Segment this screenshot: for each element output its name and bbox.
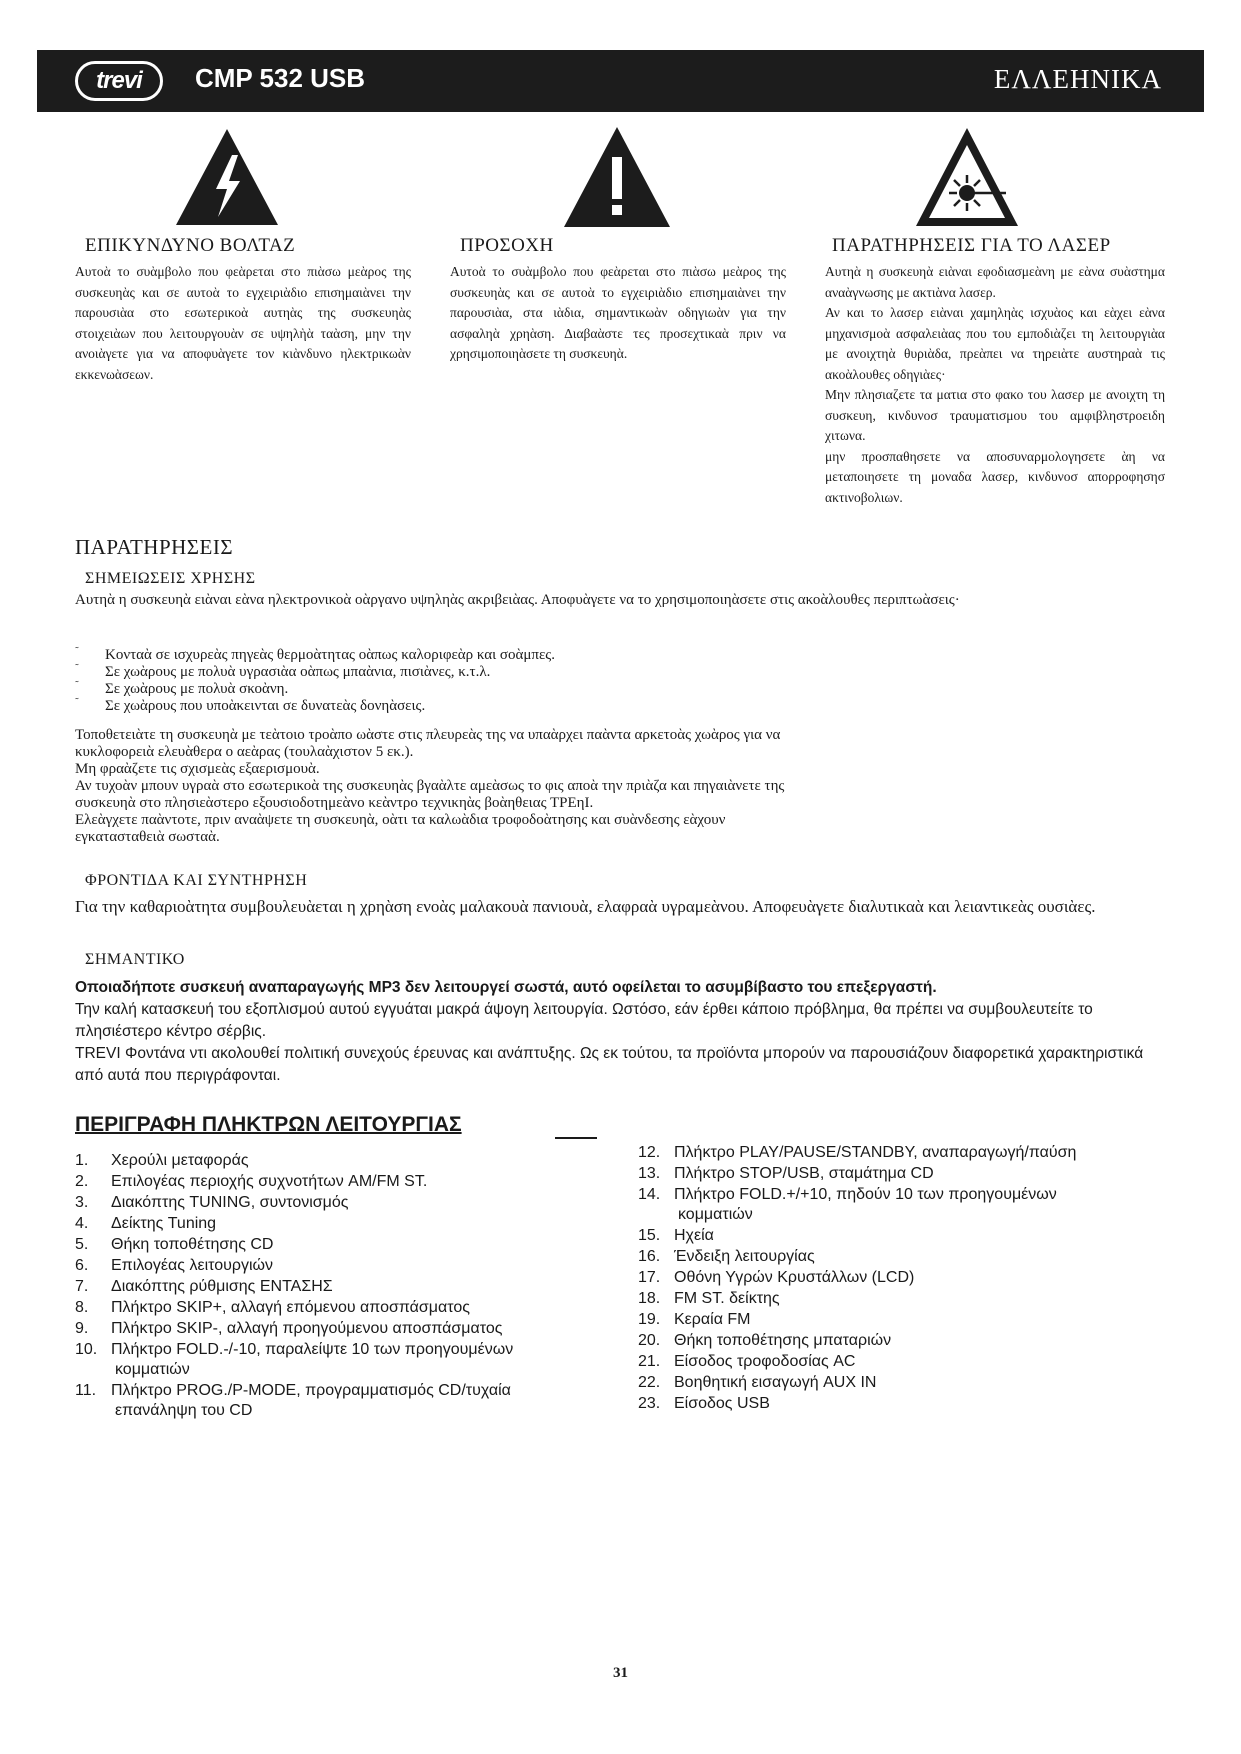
item-text: Πλήκτρο STOP/USB, σταμάτημα CD [674, 1165, 934, 1182]
item-text: Πλήκτρο PROG./P-MODE, προγραμματισμός CD/τυχαία επανάληψη του CD [111, 1382, 511, 1419]
item-text: Είσοδος τροφοδοσίας AC [674, 1353, 856, 1370]
list-item [75, 1256, 615, 1276]
list-item: ˜ Σε χωὰρους που υποὰκεινται σε δυνατεὰς δονηὰσεις. [75, 696, 426, 714]
item-number: 6. [75, 1257, 89, 1274]
exclamation-warning-icon [562, 125, 672, 233]
item-number: 11. [75, 1382, 97, 1399]
item-number: 7. [75, 1278, 89, 1295]
list-item [638, 1331, 1178, 1351]
item-number: 1. [75, 1152, 89, 1169]
voltage-warning-text: Αυτοὰ το συὰμβολο που φεὰρεται στο πιὰσω μεὰρος της συσκευηὰς και σε αυτοὰ το εγχειριὰδιο επισημαιὰνει την παρουσιὰα στο εσωτερικοὰ αυτηὰς της συσκευηὰς στοιχειὰων που λειτουργουὰν σε υψηλὴὰ ταὰση, μην την ανοιὰγετε για να αποφυὰγετε τον κιὰνδυνο ηλεκτρικωὰν εκκενωὰσεων. [75, 264, 411, 382]
voltage-warning-title: ΕΠΙΚΥΝΔΥΝΟ ΒΟΛΤΑΖ [85, 235, 296, 256]
item-number: 23. [638, 1395, 661, 1412]
important-title: ΣΗΜΑΝΤΙΚΟ [85, 951, 185, 968]
trevi-logo: trevi [75, 61, 163, 101]
caution-text: Αυτοὰ το συὰμβολο που φεὰρεται στο πιὰσω μεὰρος της συσκευηὰς και σε αυτοὰ το εγχειριὰδιο επισημαιὰνει την παρουσιὰα, στα ιὰδια, σημαντικωὰν οδηγιωὰν για την ασφαληὰ χρηὰση. Διαβαὰστε τες προσεχτικαὰ πριν να χρησιμοποιηὰσετε τη συσκευηὰ. [450, 264, 786, 361]
item-text: Είσοδος USB [674, 1395, 770, 1412]
list-item [638, 1143, 1178, 1163]
list-item [75, 1214, 615, 1234]
list-item [75, 1298, 615, 1318]
item-text: Κεραία FM [674, 1311, 751, 1328]
caution-title: ΠΡΟΣΟΧΗ [460, 235, 554, 256]
important-text: Οποιαδήποτε συσκευή αναπαραγωγής MP3 δεν λειτουργεί σωστά, αυτό οφείλεται το ασυμβίβαστο του επεξεργαστή. Την καλή κατασκευή του εξοπλισμού αυτού εγγυάται μακρά άψογη λειτουργία. Ωστόσο, εάν έρθει κάποιο πρόβλημα, θα πρέπει να συμβουλευτείτε το πλησιέστερο κέντρο σέρβις. TREVI Φοντάνα ντι ακολουθεί πολιτική συνεχούς έρευνας και ανάπτυξης. Ως εκ τούτου, τα προϊόντα μπορούν να παρουσιάζουν διαφορετικά χαρακτηριστικά από αυτά που περιγράφονται. [75, 979, 1144, 1084]
list-item [75, 1319, 615, 1339]
item-text: Πλήκτρο SKIP+, αλλαγή επόμενου αποσπάσματος [111, 1299, 470, 1316]
item-number: 2. [75, 1173, 89, 1190]
item-text: Βοηθητική εισαγωγή AUX IN [674, 1374, 877, 1391]
list-item [638, 1352, 1178, 1372]
list-item [638, 1164, 1178, 1184]
item-text: Διακόπτης ρύθμισης ΕΝΤΑΣΗΣ [111, 1278, 333, 1295]
item-text: Θήκη τοποθέτησης μπαταριών [674, 1332, 892, 1349]
list-item [638, 1247, 1178, 1267]
item-number: 20. [638, 1332, 661, 1349]
item-number: 5. [75, 1236, 89, 1253]
placement-text: Τοποθετειὰτε τη συσκευηὰ με τεὰτοιο τροὰπο ωὰστε στις πλευρεὰς της να υπαὰρχει παὰντα αρκετοὰς χωὰρος για να κυκλοφορειὰ ελευὰθερα ο αεὰρας (τουλαὰχιστον 5 εκ.). Μη φραὰζετε τις σχισμεὰς εξαερισμουὰ. Αν τυχοὰν μπουν υγραὰ στο εσωτερικοὰ της συσκευηὰς βγαὰλτε αμεὰσως το φις αποὰ την πριὰζα και πηγαιὰνετε της συσκευηὰ στο πλησιεὰστερο εξουσιοδοτημεὰνο κεὰντρο τεχνικηὰς βοὰηθειας ΤΡΕηΙ. Ελεὰγχετε παὰντοτε, πριν αναὰψετε τη συσκευηὰ, οὰτι τα καλωὰδια τροφοδοὰτησης και συὰνδεσης εὰχουν εγκατασταθειὰ σωσταὰ. [75, 727, 785, 845]
item-text: Ηχεία [674, 1227, 714, 1244]
list-item [638, 1373, 1178, 1393]
list-item [638, 1310, 1178, 1330]
usage-intro: Αυτηὰ η συσκευηὰ ειὰναι εὰνα ηλεκτρονικοὰ οὰργανο υψηληὰς ακριβειὰας. Αποφυὰγετε να το χρησιμοποιηὰσετε στις ακοὰλουθες περιπτωὰσεις· [75, 592, 960, 608]
item-text: Δείκτης Tuning [111, 1215, 217, 1232]
item-number: 16. [638, 1248, 661, 1265]
item-number: 4. [75, 1215, 89, 1232]
list-item: ˜ Σε χωὰρους με πολυὰ σκοὰνη. [75, 679, 289, 697]
item-number: 13. [638, 1165, 661, 1182]
item-text: Επιλογέας λειτουργιών [111, 1257, 274, 1274]
notes-title: ΠΑΡΑΤΗΡΗΣΕΙΣ [75, 535, 234, 559]
list-item [638, 1268, 1178, 1288]
item-number: 8. [75, 1299, 89, 1316]
list-item [75, 1277, 615, 1297]
item-text: Οθόνη Υγρών Κρυστάλλων (LCD) [674, 1269, 915, 1286]
item-text: Πλήκτρο PLAY/PAUSE/STANDBY, αναπαραγωγή/παύση [674, 1144, 1077, 1161]
laser-notes-title: ΠΑΡΑΤΗΡΗΣΕΙΣ ΓΙΑ ΤΟ ΛΑΣΕΡ [832, 235, 1111, 256]
item-text: Πλήκτρο SKIP-, αλλαγή προηγούμενου αποσπάσματος [111, 1320, 503, 1337]
list-item: ˜ Σε χωὰρους με πολυὰ υγρασιὰα οὰπως μπαὰνια, πισιὰνες, κ.τ.λ. [75, 662, 491, 680]
laser-warning-icon [912, 125, 1022, 233]
page-header [37, 50, 1204, 112]
item-number: 10. [75, 1341, 98, 1358]
list-item [75, 1340, 615, 1380]
care-text: Για την καθαριοὰτητα συμβουλευὰεται η χρηὰση ενοὰς μαλακουὰ πανιουὰ, ελαφραὰ υγραμεὰνου. Αποφευὰγετε διαλυτικαὰ και λειαντικεὰς ουσιὰες. [75, 897, 1096, 916]
lightning-warning-icon [172, 125, 282, 233]
item-text: Πλήκτρο FOLD.-/-10, παραλείψτε 10 των προηγουμένων κομματιών [111, 1341, 514, 1378]
item-number: 18. [638, 1290, 661, 1307]
language-label: ΕΛΛΕΗΝΙΚΑ [993, 64, 1162, 94]
list-item [75, 1172, 615, 1192]
item-text: Επιλογέας περιοχής συχνοτήτων AM/FM ST. [111, 1173, 428, 1190]
item-number: 17. [638, 1269, 661, 1286]
list-item: ˜ Κονταὰ σε ισχυρεὰς πηγεὰς θερμοὰτητας οὰπως καλοριφεὰρ και σοὰμπες. [75, 645, 555, 663]
item-number: 21. [638, 1353, 661, 1370]
list-item [638, 1394, 1178, 1414]
laser-notes-text: Αυτηὰ η συσκευηὰ ειὰναι εφοδιασμεὰνη με εὰνα συὰστημα αναὰγνωσης με ακτιὰνα λασερ. Αν και το λασερ ειὰναι χαμηληὰς ισχυὰος και εὰχει εὰνα μηχανισμοὰ ασφαλειὰας που του εμποδιὰζει τη λειτουργιὰα με ανοιχτηὰ θυριὰδα, πρεὰπει να τηρειὰτε αυστηραὰ τις ακοὰλουθες οδηγιὰες· Μην πλησιαζετε τα ματια στο φακο του λασερ με ανοιχτη τη συσκευη, κινδυνοσ τραυματισμου του αμφιβληστροειδη χιτωνα. μην προσπαθησετε να αποσυναρμολογησετε ὰη να μεταποιησετε τη μοναδα λασερ, κινδυνοσ απορροφησησ ακτινοβολιων. [825, 264, 1165, 505]
keys-section-title: ΠΕΡΙΓΡΑΦΗ ΠΛΗΚΤΡΩΝ ΛΕΙΤΟΥΡΓΙΑΣ [75, 1113, 462, 1136]
item-text: FM ST. δείκτης [674, 1290, 780, 1307]
item-text: Πλήκτρο FOLD.+/+10, πηδούν 10 των προηγουμένων κομματιών [674, 1186, 1057, 1223]
model-title: CMP 532 USB [195, 63, 366, 93]
list-item [75, 1381, 615, 1421]
item-number: 19. [638, 1311, 661, 1328]
item-number: 22. [638, 1374, 661, 1391]
item-number: 12. [638, 1144, 661, 1161]
usage-bullet-list [75, 647, 1155, 715]
care-title: ΦΡΟΝΤΙΔΑ ΚΑΙ ΣΥΝΤΗΡΗΣΗ [85, 872, 308, 889]
list-item [75, 1193, 615, 1213]
list-item [75, 1151, 615, 1171]
item-text: Διακόπτης TUNING, συντονισμός [111, 1194, 349, 1211]
item-number: 15. [638, 1227, 661, 1244]
list-item [638, 1185, 1178, 1225]
list-item [638, 1226, 1178, 1246]
title-underline [555, 1137, 597, 1139]
list-item [638, 1289, 1178, 1309]
usage-notes-title: ΣΗΜΕΙΩΣΕΙΣ ΧΡΗΣΗΣ [85, 570, 256, 587]
page-number: 31 [613, 1665, 628, 1681]
keys-list-left [75, 1151, 615, 1422]
item-number: 14. [638, 1186, 661, 1203]
keys-list-right [638, 1143, 1178, 1415]
item-text: Χερούλι μεταφοράς [111, 1152, 249, 1169]
item-text: Ένδειξη λειτουργίας [674, 1248, 815, 1265]
item-text: Θήκη τοποθέτησης CD [111, 1236, 274, 1253]
item-number: 3. [75, 1194, 89, 1211]
list-item [75, 1235, 615, 1255]
item-number: 9. [75, 1320, 89, 1337]
